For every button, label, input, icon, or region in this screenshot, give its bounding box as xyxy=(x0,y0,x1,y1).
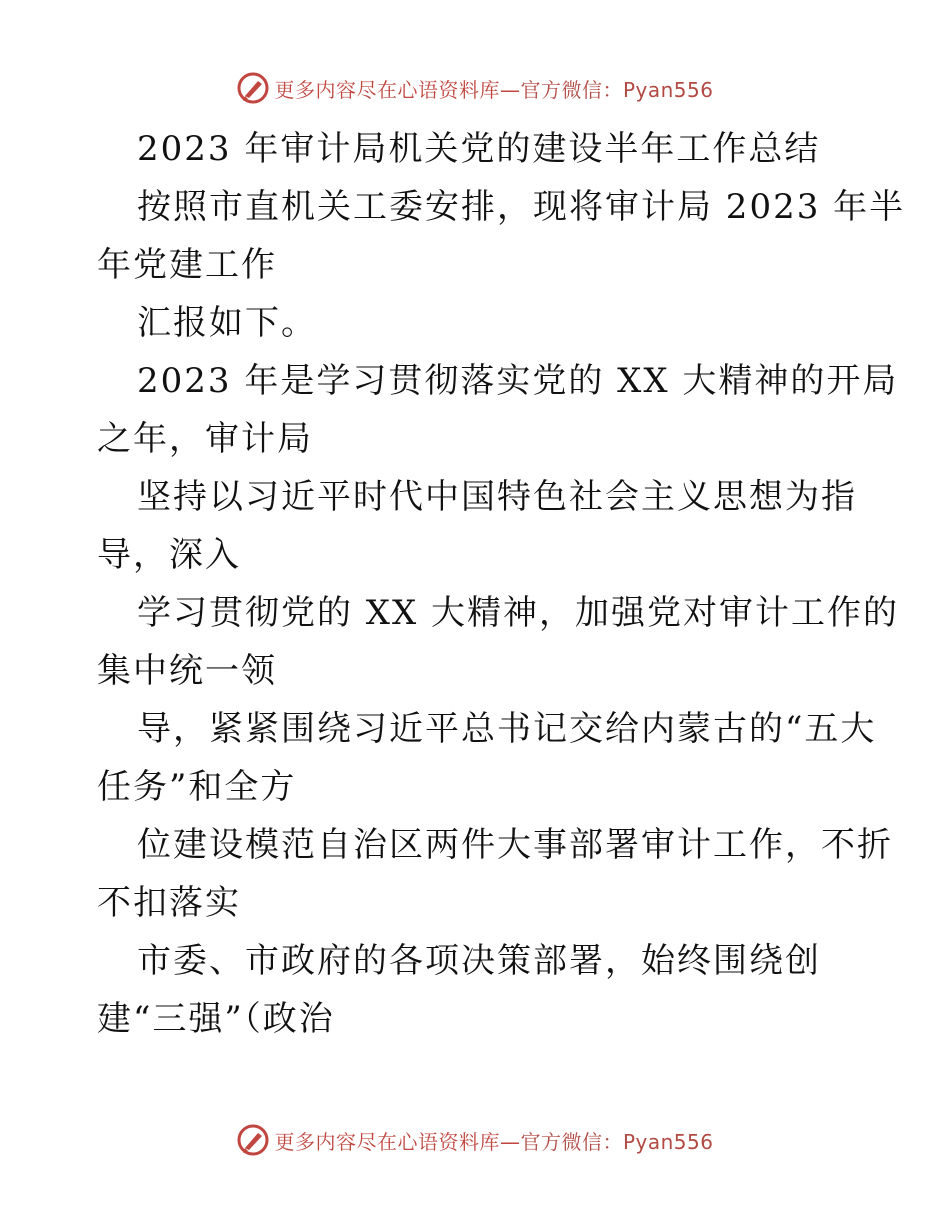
pen-logo-icon xyxy=(236,1123,270,1157)
doc-line: 建“三强”（政治 xyxy=(97,999,335,1039)
banner-site-name: 更多内容尽在心语资料库 xyxy=(274,77,500,102)
doc-line: 导，紧紧围绕习近平总书记交给内蒙古的“五大 xyxy=(137,709,877,749)
header-watermark-banner xyxy=(0,68,950,108)
banner-site-name: 更多内容尽在心语资料库 xyxy=(274,1129,500,1154)
banner-text xyxy=(274,74,713,103)
doc-line: 之年，审计局 xyxy=(97,419,313,459)
doc-line: 按照市直机关工委安排，现将审计局 2023 年半 xyxy=(137,187,906,227)
doc-line: 坚持以习近平时代中国特色社会主义思想为指 xyxy=(137,477,857,517)
banner-text xyxy=(274,1126,713,1155)
doc-line: 市委、市政府的各项决策部署，始终围绕创 xyxy=(137,941,821,981)
doc-line: 不扣落实 xyxy=(97,883,241,923)
banner-wechat: 官方微信：Pyan556 xyxy=(520,77,714,102)
doc-line: 任务”和全方 xyxy=(97,767,297,807)
doc-line: 导，深入 xyxy=(97,535,241,575)
doc-line: 学习贯彻党的 XX 大精神，加强党对审计工作的 xyxy=(137,593,900,633)
doc-line: 2023 年是学习贯彻落实党的 XX 大精神的开局 xyxy=(137,361,899,401)
pen-logo-icon xyxy=(236,71,270,105)
banner-dash: — xyxy=(499,1129,521,1154)
banner-wechat: 官方微信：Pyan556 xyxy=(520,1129,714,1154)
banner-dash: — xyxy=(499,77,521,102)
doc-line: 汇报如下。 xyxy=(137,303,317,343)
doc-line: 集中统一领 xyxy=(97,651,277,691)
doc-line: 位建设模范自治区两件大事部署审计工作，不折 xyxy=(137,825,893,865)
footer-watermark-banner xyxy=(0,1120,950,1160)
doc-title: 2023 年审计局机关党的建设半年工作总结 xyxy=(137,129,821,169)
doc-line: 年党建工作 xyxy=(97,245,277,285)
